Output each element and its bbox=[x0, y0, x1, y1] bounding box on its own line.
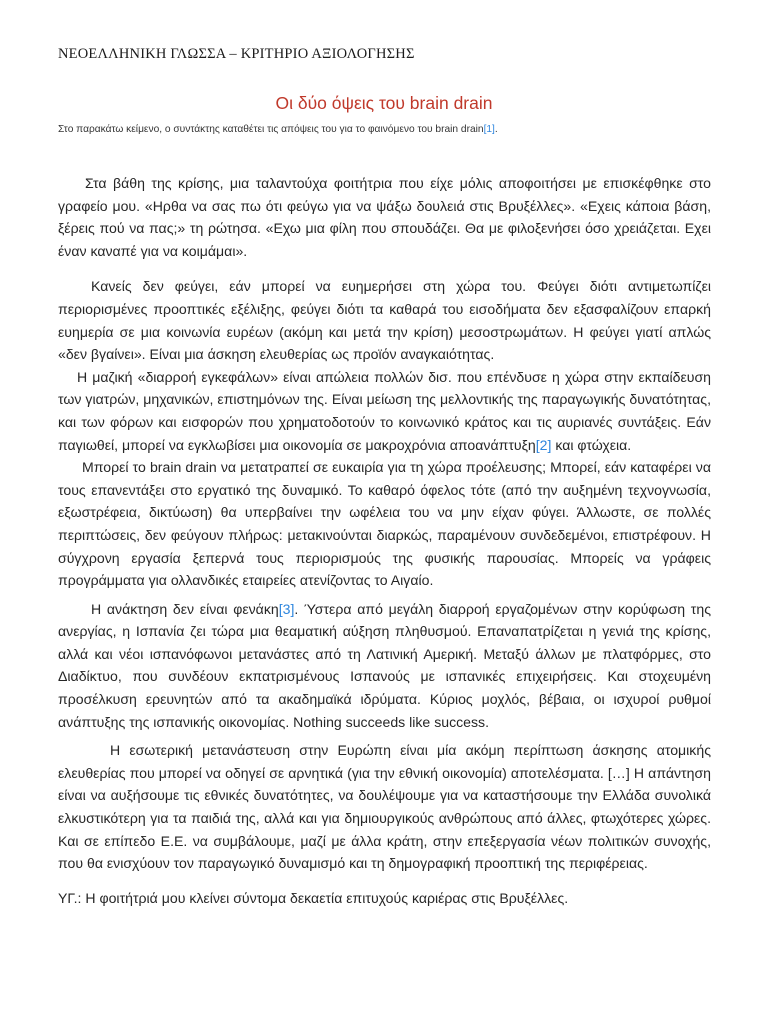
paragraph-5-text: Η ανάκτηση δεν είναι φενάκη bbox=[91, 600, 279, 617]
paragraph-1: Στα βάθη της κρίσης, μια ταλαντούχα φοιτήτρια που είχε μόλις αποφοιτήσει με επισκέφθηκε στο γραφείο μου. «Ηρθα να σας πω ότι φεύγω για να ψάξω δουλειά στις Βρυξέλλες». «Εχεις κάποια βάση, ξέρεις πού να πας;» τη ρώτησα. «Εχω μια φίλη που σπουδάζει. Θα με φιλοξενήσει όσο χρειάζεται. Εχει έναν καναπέ για να κοιμάμαι». bbox=[58, 175, 711, 259]
footnote-link-1[interactable]: [1] bbox=[483, 124, 495, 135]
intro-end: . bbox=[494, 124, 498, 135]
paragraph-2: Κανείς δεν φεύγει, εάν μπορεί να ευημερήσει στη χώρα του. Φεύγει διότι αντιμετωπίζει περιορισμένες προοπτικές εξέλιξης, φεύγει διότι τα καθαρά του εισοδήματα δεν εξασφαλίζουν επαρκή ευημερία σε μια κοινωνία ευρέων (ακόμη και μετά την κρίση) μεσοστρωμάτων. Η φεύγει γιατί απλώς «δεν βγαίνει». Είναι μια άσκηση ελευθερίας ως προϊόν αναγκαιότητας. bbox=[58, 278, 711, 363]
paragraph-4: Μπορεί το brain drain να μετατραπεί σε ευκαιρία για τη χώρα προέλευσης; Μπορεί, εάν καταφέρει να τους επανεντάξει στο εργατικό της δυναμικό. Το καθαρό όφελος τότε (από την αυξημένη τεχνογνωσία, εξωστρέφεια, δικτύωση) θα υπερβαίνει την ωφέλεια του να μην είχαν φύγει. Άλλωστε, σε πολλές περιπτώσεις, δεν φεύγουν πλήρως: μετακινούνται διαρκώς, παραμένουν συνδεδεμένοι, επιστρέφουν. Η σύγχρονη εργασία ξεπερνά τους περιορισμούς της φυσικής παρουσίας. Μπορείς να γράφεις προγράμματα για ολλανδικές εταιρείες ατενίζοντας το Αιγαίο. bbox=[58, 459, 711, 589]
article-body bbox=[58, 172, 711, 909]
paragraph-6: Η εσωτερική μετανάστευση στην Ευρώπη είναι μία ακόμη περίπτωση άσκησης ατομικής ελευθερίας που μπορεί να οδηγεί σε αρνητικά (για την εθνική οικονομία) αποτελέσματα. […] Η απάντηση είναι να αυξήσουμε τις εθνικές δυνατότητες, να δουλέψουμε για να καταστήσουμε την Ελλάδα συνολικά ελκυστικότερη για τα παιδιά της, αλλά και για δημιουργικούς ανθρώπους από άλλες, φτωχότερες χώρες. Και σε επίπεδο Ε.Ε. να συμβάλουμε, μαζί με άλλα κράτη, στην επεξεργασία νέων πολιτικών συνοχής, που θα ενισχύουν τον παραγωγικό δυναμισμό και τη δημογραφική προοπτική της περιφέρειας. bbox=[58, 742, 711, 872]
footnote-link-2[interactable]: [2] bbox=[535, 436, 552, 453]
article-title: Οι δύο όψεις του brain drain bbox=[275, 93, 493, 113]
intro-note bbox=[58, 124, 498, 135]
footnote-link-3[interactable]: [3] bbox=[278, 600, 295, 617]
intro-text: Στο παρακάτω κείμενο, ο συντάκτης καταθέτει τις απόψεις του για το φαινόμενο του brain drain bbox=[58, 124, 484, 135]
paragraph-3-end: και φτώχεια. bbox=[551, 436, 632, 453]
document-header: ΝΕΟΕΛΛΗΝΙΚΗ ΓΛΩΣΣΑ – ΚΡΙΤΗΡΙΟ ΑΞΙΟΛΟΓΗΣΗΣ bbox=[58, 46, 415, 62]
paragraph-3 bbox=[58, 366, 711, 456]
paragraph-5-end: . Ύστερα από μεγάλη διαρροή εργαζομένων στην κορύφωση της ανεργίας, η Ισπανία ζει τώρα μια θεαματική αύξηση πληθυσμού. Επαναπατρίζεται η γενιά της κρίσης, αλλά και νέοι ισπανόφωνοι μετανάστες από τη Λατινική Αμερική. Μεταξύ άλλων με πλατφόρμες, στο Διαδίκτυο, που συνδέουν εκπατρισμένους Ισπανούς με ισπανικές επιχειρήσεις. Και στοχευμένη προσέλκυση ερευνητών από τα ακαδημαϊκά ιδρύματα. Κύριος μοχλός, βέβαια, οι ισχυροί ρυθμοί ανάπτυξης της ισπανικής οικονομίας. Nothing succeeds like success. bbox=[58, 600, 711, 730]
paragraph-5 bbox=[58, 598, 711, 734]
postscript: ΥΓ.: Η φοιτήτριά μου κλείνει σύντομα δεκαετία επιτυχούς καριέρας στις Βρυξέλλες. bbox=[58, 889, 569, 906]
paragraph-3-text: Η μαζική «διαρροή εγκεφάλων» είναι απώλεια πολλών δισ. που επένδυσε η χώρα στην εκπαίδευση των γιατρών, μηχανικών, επιστημόνων της. Είναι μείωση της μελλοντικής της παραγωγικής δυνατότητας, και των φόρων και εισφορών που χρηματοδοτούν το κοινωνικό κράτος και τις αυριανές συντάξεις. Εάν παγιωθεί, μπορεί να εγκλωβίσει μια οικονομία σε μακροχρόνια αποανάπτυξη bbox=[58, 368, 711, 453]
